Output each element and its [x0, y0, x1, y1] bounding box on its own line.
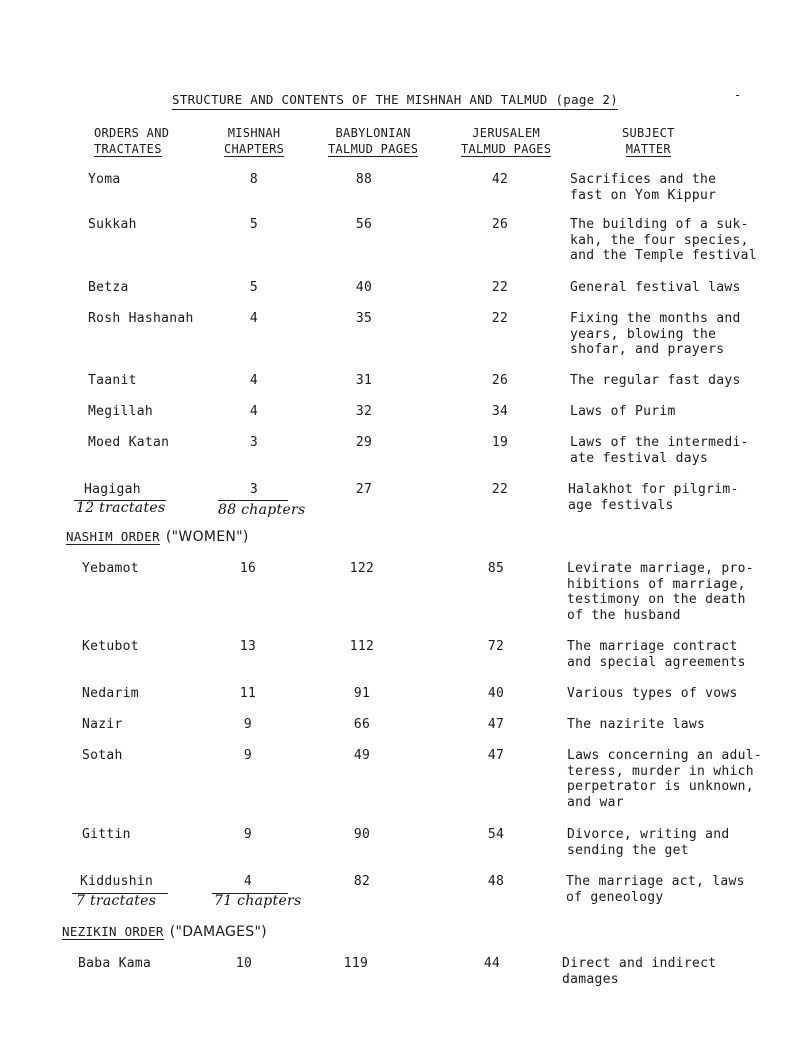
- chapter-total-handwritten: 71 chapters: [214, 893, 302, 909]
- tractate-total-handwritten: 12 tractates: [76, 500, 166, 516]
- header-orders-line1: ORDERS AND: [94, 126, 170, 140]
- section-gloss: ("DAMAGES"): [169, 924, 267, 940]
- subject-matter: Direct and indirect damages: [562, 956, 717, 987]
- babylonian-pages: 32: [355, 404, 373, 419]
- tractate-name: Hagigah: [84, 482, 141, 497]
- subject-matter: Laws of the intermedi- ate festival days: [570, 435, 749, 466]
- babylonian-pages: 35: [355, 311, 373, 326]
- subject-matter: General festival laws: [570, 280, 741, 295]
- tractate-name: Megillah: [88, 404, 154, 419]
- babylonian-pages: 91: [353, 686, 371, 701]
- jerusalem-pages: 72: [487, 639, 505, 654]
- jerusalem-pages: 42: [491, 172, 509, 187]
- header-mishnah-line1: MISHNAH: [227, 126, 281, 140]
- jerusalem-pages: 47: [487, 717, 505, 732]
- mishnah-chapters: 16: [239, 561, 257, 576]
- header-babylonian-line1: BABYLONIAN: [335, 126, 411, 140]
- babylonian-pages: 40: [355, 280, 373, 295]
- babylonian-pages: 29: [355, 435, 373, 450]
- jerusalem-pages: 34: [491, 404, 509, 419]
- header-subject-line1: SUBJECT: [622, 126, 675, 140]
- mishnah-chapters: 5: [249, 217, 259, 232]
- subject-matter: Laws concerning an adul- teress, murder in which perpetrator is unknown, and war: [567, 748, 763, 810]
- tractate-name: Yebamot: [82, 561, 139, 576]
- jerusalem-pages: 22: [491, 311, 509, 326]
- tractate-name: Baba Kama: [78, 956, 152, 971]
- header-jerusalem-line1: JERUSALEM: [472, 126, 541, 140]
- tractate-name: Ketubot: [82, 639, 139, 654]
- jerusalem-pages: 40: [487, 686, 505, 701]
- corner-mark: -: [734, 88, 742, 102]
- header-jerusalem-line2: TALMUD PAGES: [461, 142, 552, 156]
- jerusalem-pages: 22: [491, 280, 509, 295]
- chapter-total-handwritten: 88 chapters: [218, 502, 306, 518]
- section-name: NEZIKIN ORDER: [62, 924, 164, 939]
- mishnah-chapters: 11: [239, 686, 257, 701]
- subject-matter: Halakhot for pilgrim- age festivals: [568, 482, 739, 513]
- mishnah-chapters: 5: [249, 280, 259, 295]
- babylonian-pages: 31: [355, 373, 373, 388]
- subject-matter: Levirate marriage, pro- hibitions of marriage, testimony on the death of the husband: [567, 561, 754, 623]
- jerusalem-pages: 44: [483, 956, 501, 971]
- babylonian-pages: 82: [353, 874, 371, 889]
- babylonian-pages: 56: [355, 217, 373, 232]
- subject-matter: The marriage contract and special agreements: [567, 639, 746, 670]
- mishnah-chapters: 4: [249, 311, 259, 326]
- tractate-name: Kiddushin: [80, 874, 154, 889]
- jerusalem-pages: 19: [491, 435, 509, 450]
- mishnah-chapters: 9: [243, 827, 253, 842]
- jerusalem-pages: 85: [487, 561, 505, 576]
- jerusalem-pages: 48: [487, 874, 505, 889]
- header-subject-line2: MATTER: [625, 142, 671, 156]
- page-title: STRUCTURE AND CONTENTS OF THE MISHNAH AND TALMUD (page 2): [172, 92, 618, 110]
- tractate-name: Nedarim: [82, 686, 139, 701]
- mishnah-chapters: 9: [243, 717, 253, 732]
- babylonian-pages: 27: [355, 482, 373, 497]
- babylonian-pages: 88: [355, 172, 373, 187]
- tractate-name: Rosh Hashanah: [88, 311, 194, 326]
- subject-matter: Divorce, writing and sending the get: [567, 827, 730, 858]
- tractate-name: Betza: [88, 280, 129, 295]
- babylonian-pages: 122: [349, 561, 375, 576]
- subject-matter: Various types of vows: [567, 686, 738, 701]
- mishnah-chapters: 8: [249, 172, 259, 187]
- total-rule-chapters: [218, 500, 288, 501]
- tractate-name: Sotah: [82, 748, 123, 763]
- jerusalem-pages: 47: [487, 748, 505, 763]
- subject-matter: The marriage act, laws of geneology: [566, 874, 745, 905]
- jerusalem-pages: 26: [491, 217, 509, 232]
- mishnah-chapters: 4: [249, 404, 259, 419]
- mishnah-chapters: 4: [249, 373, 259, 388]
- mishnah-chapters: 3: [249, 435, 259, 450]
- babylonian-pages: 90: [353, 827, 371, 842]
- mishnah-chapters: 3: [249, 482, 259, 497]
- mishnah-chapters: 4: [243, 874, 253, 889]
- subject-matter: The regular fast days: [570, 373, 741, 388]
- header-orders: [94, 125, 169, 157]
- subject-matter: Laws of Purim: [570, 404, 676, 419]
- jerusalem-pages: 26: [491, 373, 509, 388]
- tractate-name: Sukkah: [88, 217, 137, 232]
- mishnah-chapters: 13: [239, 639, 257, 654]
- babylonian-pages: 49: [353, 748, 371, 763]
- jerusalem-pages: 22: [491, 482, 509, 497]
- tractate-name: Yoma: [88, 172, 121, 187]
- babylonian-pages: 119: [343, 956, 369, 971]
- header-mishnah: [224, 125, 284, 157]
- babylonian-pages: 112: [349, 639, 375, 654]
- tractate-name: Moed Katan: [88, 435, 170, 450]
- tractate-total-handwritten: 7 tractates: [76, 893, 157, 909]
- header-jerusalem: [461, 125, 551, 157]
- section-gloss: ("WOMEN"): [165, 529, 249, 545]
- babylonian-pages: 66: [353, 717, 371, 732]
- mishnah-chapters: 9: [243, 748, 253, 763]
- section-name: NASHIM ORDER: [66, 529, 160, 544]
- tractate-name: Nazir: [82, 717, 123, 732]
- section-heading-nashim: [66, 529, 249, 545]
- subject-matter: The building of a suk- kah, the four species, and the Temple festival: [570, 217, 757, 263]
- subject-matter: The nazirite laws: [567, 717, 706, 732]
- subject-matter: Fixing the months and years, blowing the shofar, and prayers: [570, 311, 741, 357]
- section-heading-nezikin: [62, 924, 267, 940]
- header-mishnah-line2: CHAPTERS: [224, 142, 285, 156]
- header-orders-line2: TRACTATES: [94, 142, 162, 156]
- header-babylonian: [328, 125, 418, 157]
- mishnah-chapters: 10: [235, 956, 253, 971]
- tractate-name: Gittin: [82, 827, 131, 842]
- tractate-name: Taanit: [88, 373, 137, 388]
- subject-matter: Sacrifices and the fast on Yom Kippur: [570, 172, 717, 203]
- header-subject: [622, 125, 675, 157]
- header-babylonian-line2: TALMUD PAGES: [328, 142, 419, 156]
- jerusalem-pages: 54: [487, 827, 505, 842]
